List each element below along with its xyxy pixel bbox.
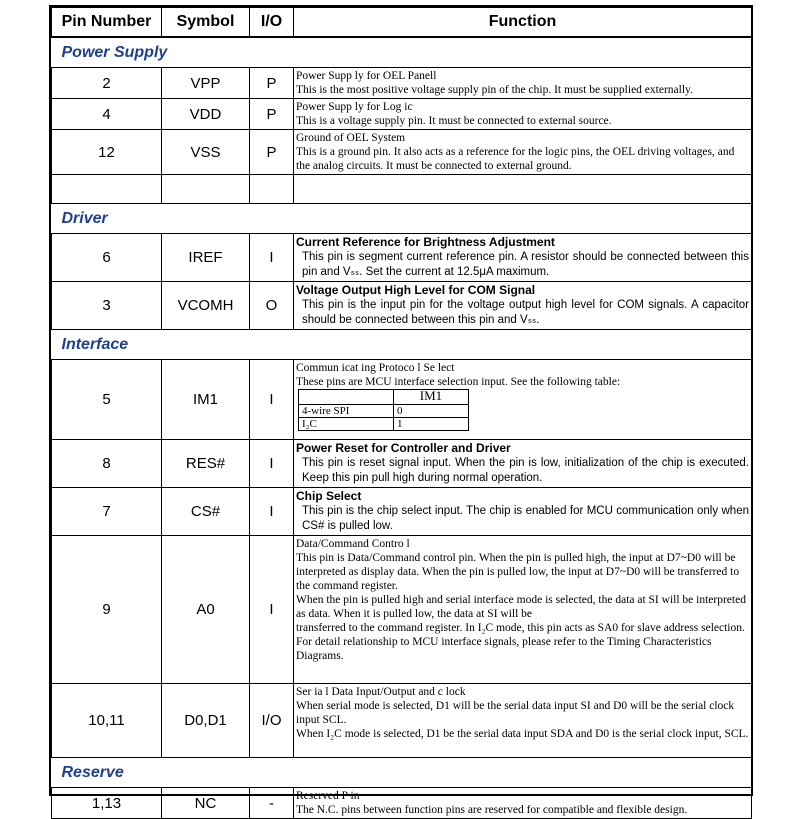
mini-value: 0 xyxy=(394,405,469,418)
header-pin-number: Pin Number xyxy=(52,8,162,38)
pin-io: P xyxy=(250,99,294,130)
pin-symbol: VCOMH xyxy=(162,282,250,330)
table-row xyxy=(52,99,752,130)
function-desc: This is a ground pin. It also acts as a reference for the logic pins, the OEL driving voltages, and the analog circuits. It must be connected to external ground. xyxy=(296,146,735,172)
function-desc: This pin is the input pin for the voltage output high level for COM signals. A capacitor should be connected between this pin and Vₛₛ. xyxy=(302,299,749,326)
pin-symbol: IREF xyxy=(162,234,250,282)
pin-io: I xyxy=(250,488,294,536)
pin-number: 5 xyxy=(52,360,162,440)
function-desc: This pin is segment current reference pin. A resistor should be connected between this pin and Vₛₛ. Set the current at 12.5μA maximum. xyxy=(302,251,749,278)
function-title: Commun icat ing Protoco l Se lect xyxy=(296,362,455,374)
pin-function xyxy=(294,440,752,488)
function-desc: For detail relationship to MCU interface signals, please refer to the Timing Characteristics Diagrams. xyxy=(296,636,712,662)
pin-function xyxy=(294,99,752,130)
function-title: Reserved P in xyxy=(296,790,360,802)
function-title: Power Reset for Controller and Driver xyxy=(296,441,511,455)
pin-function xyxy=(294,360,752,440)
function-title: Current Reference for Brightness Adjustment xyxy=(296,235,555,249)
section-interface: Interface xyxy=(52,330,752,360)
pin-symbol: CS# xyxy=(162,488,250,536)
pin-function xyxy=(294,234,752,282)
pin-symbol: IM1 xyxy=(162,360,250,440)
section-power-supply: Power Supply xyxy=(52,37,752,68)
function-desc: When the pin is pulled high and serial interface mode is selected, the data at SI will be interpreted as data. When it is pulled low, the data at SI will be xyxy=(296,594,746,620)
table-row xyxy=(52,684,752,758)
pin-number: 1,13 xyxy=(52,788,162,819)
pin-symbol: VDD xyxy=(162,99,250,130)
interface-select-table xyxy=(298,389,469,431)
pin-symbol: D0,D1 xyxy=(162,684,250,758)
pin-function xyxy=(294,684,752,758)
function-desc: The N.C. pins between function pins are reserved for compatible and flexible design. xyxy=(296,804,688,816)
table-row xyxy=(52,282,752,330)
function-title: Voltage Output High Level for COM Signal xyxy=(296,283,536,297)
pin-io: I xyxy=(250,360,294,440)
pin-function xyxy=(294,788,752,819)
header-function: Function xyxy=(294,8,752,38)
pin-io: P xyxy=(250,130,294,175)
function-title: Ser ia l Data Input/Output and c lock xyxy=(296,686,466,698)
pin-number: 3 xyxy=(52,282,162,330)
table-row xyxy=(52,234,752,282)
pin-number: 10,11 xyxy=(52,684,162,758)
pin-function xyxy=(294,536,752,684)
function-title: Power Supp ly for Log ic xyxy=(296,101,413,113)
pin-function xyxy=(294,68,752,99)
header-io: I/O xyxy=(250,8,294,38)
function-desc: This pin is Data/Command control pin. When the pin is pulled high, the input at D7~D0 will be interpreted as display data. When the pin is pulled low, the input at D7~D0 will be transferred to the command register. xyxy=(296,552,740,592)
function-desc: This pin is the chip select input. The chip is enabled for MCU communication only when CS# is pulled low. xyxy=(302,505,749,532)
function-title: Data/Command Contro l xyxy=(296,538,410,550)
pin-io: I xyxy=(250,536,294,684)
table-row xyxy=(52,536,752,684)
pin-function xyxy=(294,130,752,175)
pin-io: I xyxy=(250,440,294,488)
section-driver: Driver xyxy=(52,204,752,234)
table-row xyxy=(52,488,752,536)
pin-symbol: A0 xyxy=(162,536,250,684)
function-desc: transferred to the command register. In I₂C mode, this pin acts as SA0 for slave address selection. xyxy=(296,622,745,634)
mini-value: 1 xyxy=(394,418,469,431)
pin-io: P xyxy=(250,68,294,99)
pin-number: 2 xyxy=(52,68,162,99)
table-row xyxy=(52,360,752,440)
pin-function xyxy=(294,282,752,330)
pin-symbol: NC xyxy=(162,788,250,819)
empty-row xyxy=(52,175,752,204)
pin-symbol: RES# xyxy=(162,440,250,488)
mini-label: 4-wire SPI xyxy=(299,405,394,418)
function-title: Power Supp ly for OEL Panell xyxy=(296,70,437,82)
function-desc: This is the most positive voltage supply pin of the chip. It must be supplied externally. xyxy=(296,84,693,96)
table-row xyxy=(52,788,752,819)
pin-io: - xyxy=(250,788,294,819)
header-row xyxy=(52,8,752,38)
pin-number: 4 xyxy=(52,99,162,130)
function-desc: When serial mode is selected, D1 will be the serial data input SI and D0 will be the serial clock input SCL. xyxy=(296,700,735,726)
pin-number: 6 xyxy=(52,234,162,282)
pin-symbol: VPP xyxy=(162,68,250,99)
section-reserve: Reserve xyxy=(52,758,752,788)
function-desc: When I₂C mode is selected, D1 be the serial data input SDA and D0 is the serial clock input, SCL. xyxy=(296,728,749,740)
table-row xyxy=(52,440,752,488)
pin-number: 12 xyxy=(52,130,162,175)
function-desc: This is a voltage supply pin. It must be connected to external source. xyxy=(296,115,612,127)
function-title: Chip Select xyxy=(296,489,362,503)
pin-table xyxy=(51,7,752,819)
function-desc: This pin is reset signal input. When the pin is low, initialization of the chip is executed. Keep this pin pull high during normal operation. xyxy=(302,457,749,484)
pin-number: 9 xyxy=(52,536,162,684)
pin-function xyxy=(294,488,752,536)
pin-number: 8 xyxy=(52,440,162,488)
header-symbol: Symbol xyxy=(162,8,250,38)
pin-io: I/O xyxy=(250,684,294,758)
pin-io: I xyxy=(250,234,294,282)
function-title: Ground of OEL System xyxy=(296,132,406,144)
pin-io: O xyxy=(250,282,294,330)
function-desc: These pins are MCU interface selection input. See the following table: xyxy=(296,376,621,388)
table-row xyxy=(52,68,752,99)
mini-header: IM1 xyxy=(394,390,469,405)
pin-symbol: VSS xyxy=(162,130,250,175)
mini-label: I₂C xyxy=(299,418,394,431)
table-row xyxy=(52,130,752,175)
pin-number: 7 xyxy=(52,488,162,536)
